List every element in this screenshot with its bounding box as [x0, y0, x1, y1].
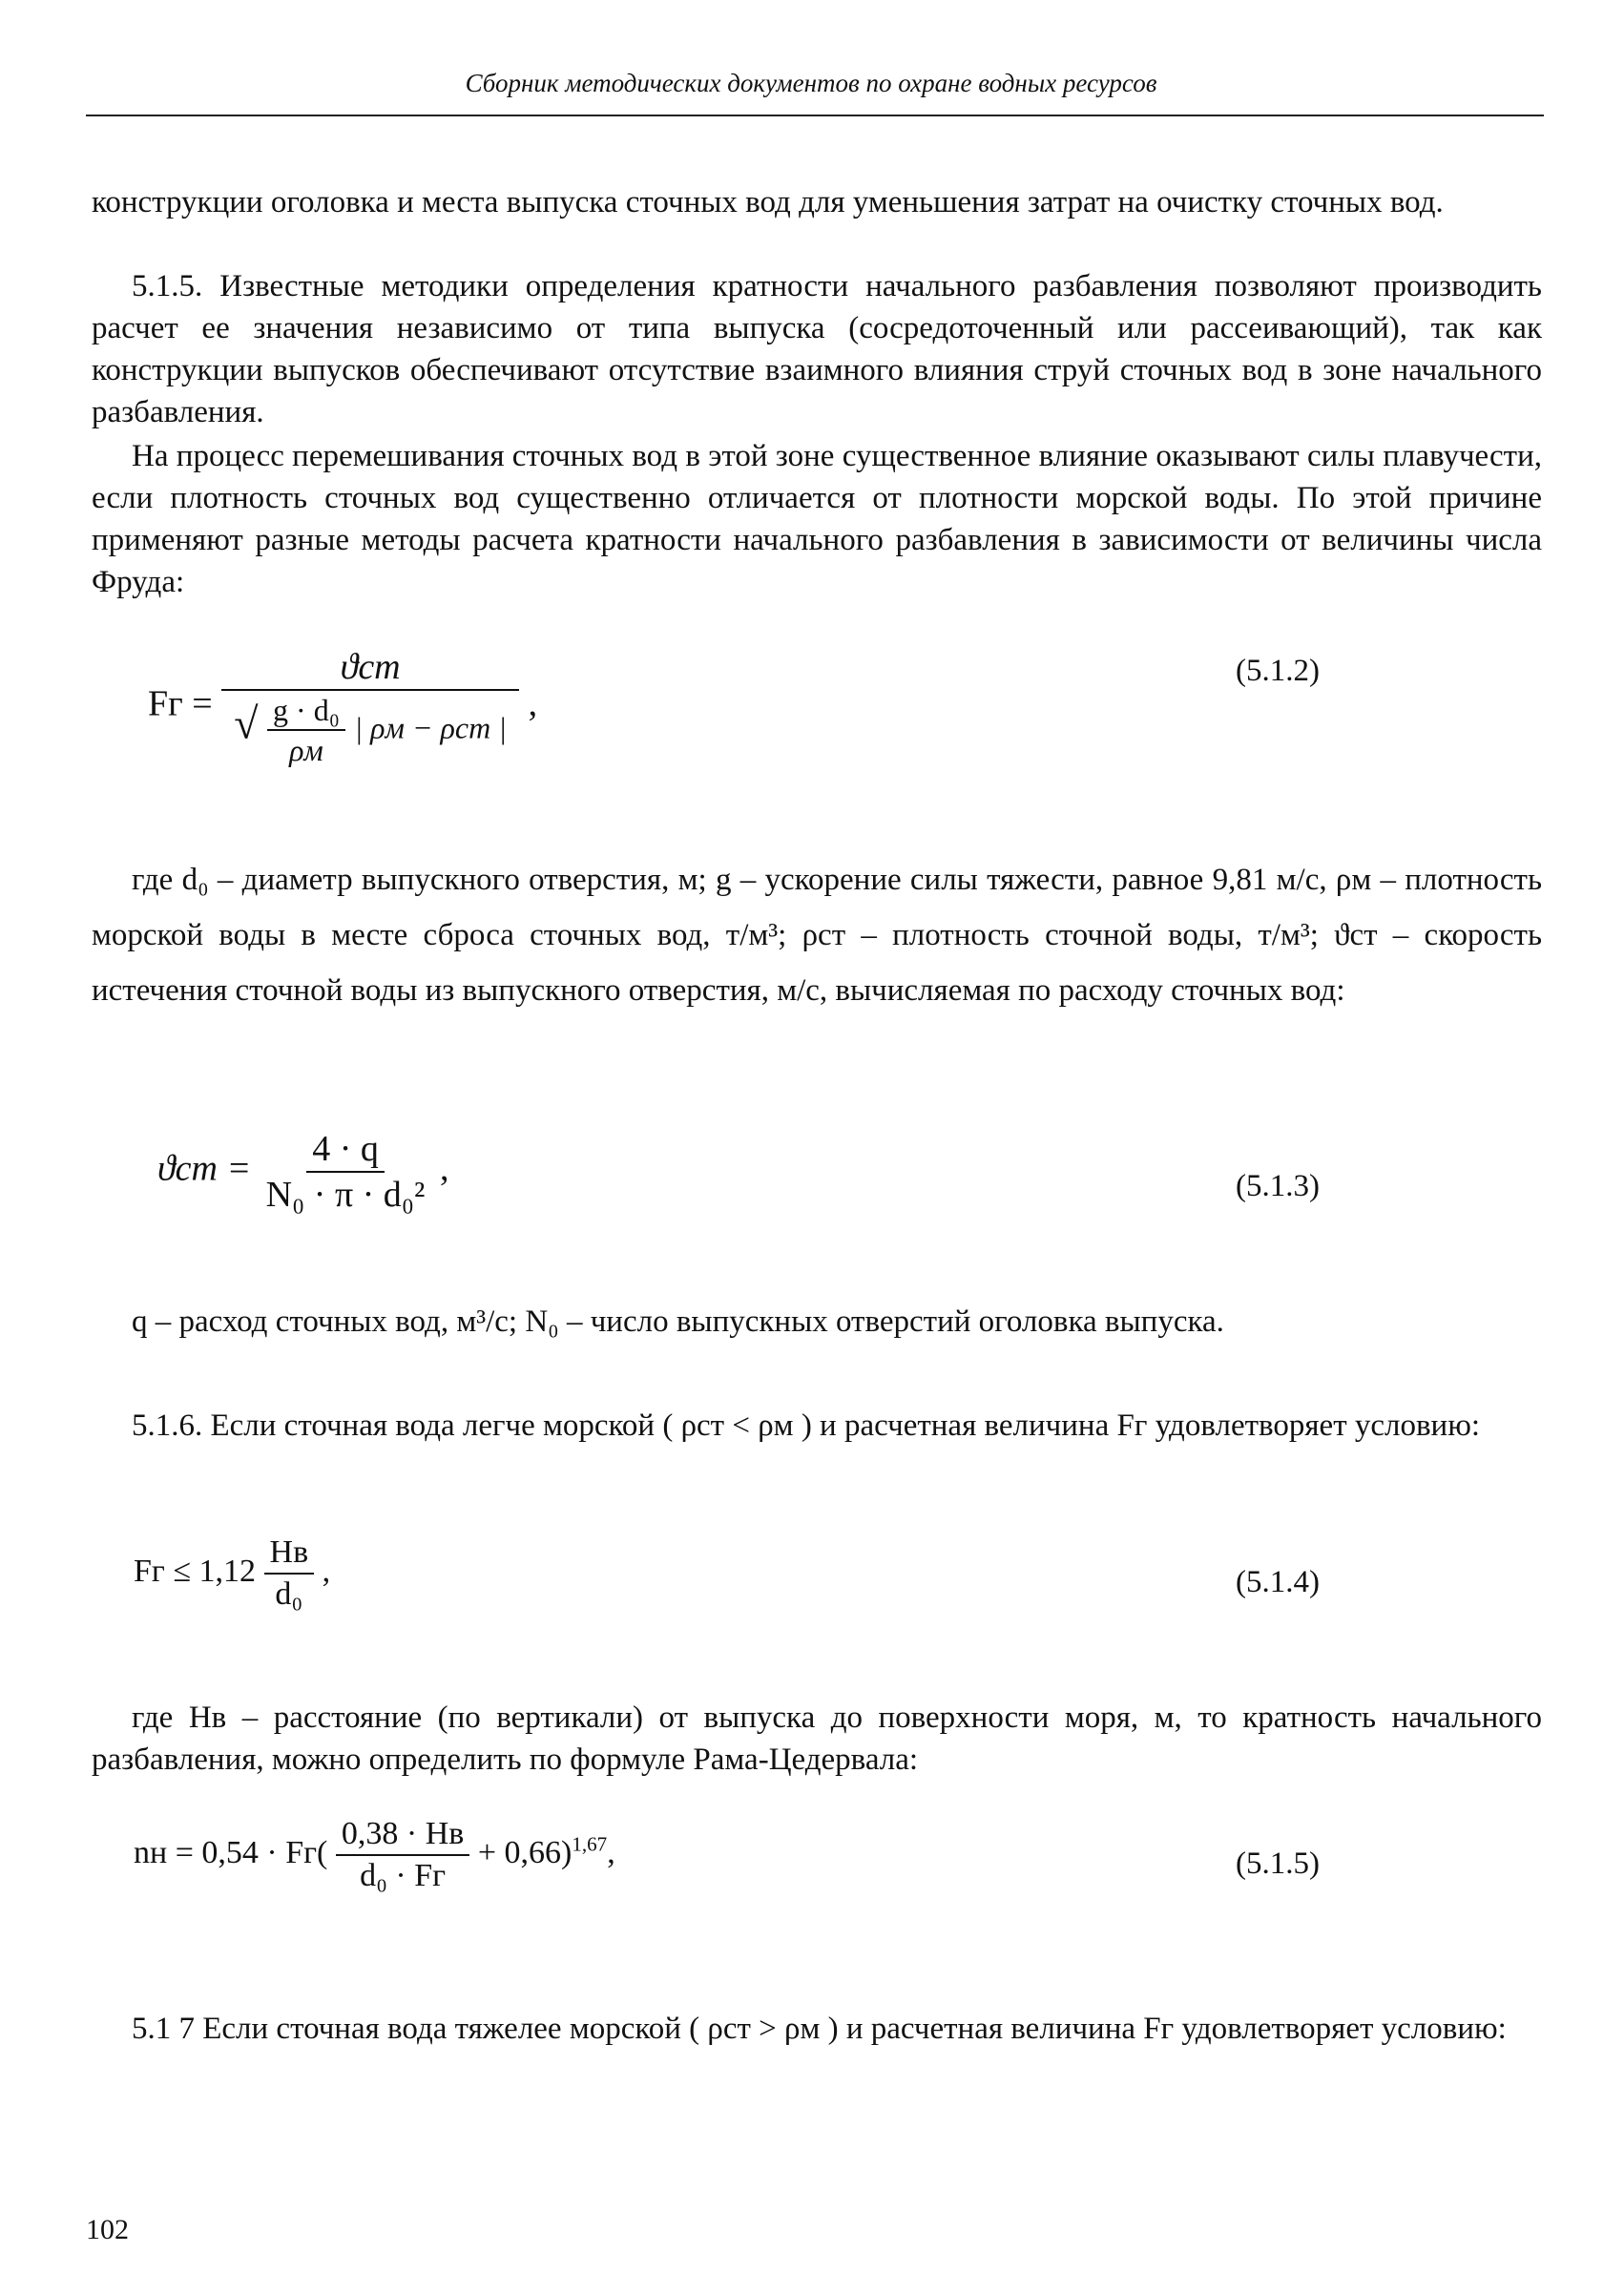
- eq514-lhs: Fг ≤ 1,12: [134, 1553, 257, 1589]
- paragraph-continuation: конструкции оголовка и места выпуска сточных вод для уменьшения затрат на очистку сточных вод.: [92, 185, 1444, 219]
- eq515-numerator: 0,38 · Hв: [336, 1818, 469, 1856]
- page-number: 102: [86, 2214, 129, 2245]
- eq512-density-difference: | ρм − ρст |: [354, 710, 507, 745]
- paragraph-distance-definition: где Hв – расстояние (по вертикали) от выпуска до поверхности моря, м, то кратность начального разбавления, можно определить по формуле Рама-Цедервала:: [92, 1700, 1542, 1777]
- eq514-numerator: Hв: [264, 1536, 315, 1575]
- paragraph-flow-definitions: q – расход сточных вод, м³/с; N₀ – число выпускных отверстий оголовка выпуска.: [132, 1304, 1224, 1339]
- equation-5-1-5: [134, 1818, 615, 1892]
- eq513-lhs: ϑст =: [157, 1148, 252, 1189]
- eq512-inner-numerator: g · d₀: [267, 695, 345, 731]
- eq513-numerator: 4 · q: [306, 1131, 385, 1173]
- eq513-denominator: N₀ · π · d₀²: [265, 1175, 426, 1215]
- paragraph-froude-intro: На процесс перемешивания сточных вод в этой зоне существенное влияние оказывают силы плавучести, если плотность сточных вод существенно отличается от плотности морской воды. По этой причине применяют разные методы расчета кратности начального разбавления в зависимости от величины числа Фруда:: [92, 439, 1542, 599]
- paragraph-5-1-5: 5.1.5. Известные методики определения кратности начального разбавления позволяют производить расчет ее значения независимо от типа выпуска (сосредоточенный или рассеивающий), так как конструкции выпусков обеспечивают отсутствие взаимного влияния струй сточных вод в зоне начального разбавления.: [92, 269, 1542, 429]
- eq512-denominator: [228, 691, 512, 765]
- equation-number-5-1-4: (5.1.4): [1236, 1565, 1320, 1599]
- equation-number-5-1-5: (5.1.5): [1236, 1846, 1320, 1881]
- running-header: Сборник методических документов по охране водных ресурсов: [465, 69, 1157, 97]
- eq515-exponent: 1,67: [572, 1832, 608, 1856]
- eq512-inner-denominator: ρм: [289, 733, 323, 767]
- eq512-comma: ,: [528, 683, 538, 724]
- eq512-inner-fraction: [267, 695, 345, 765]
- eq514-denominator: d₀: [275, 1576, 303, 1612]
- paragraph-5-1-7: 5.1 7 Если сточная вода тяжелее морской ( ρст > ρм ) и расчетная величина Fг удовлетворяет условию:: [132, 2012, 1507, 2046]
- eq514-comma: ,: [322, 1553, 331, 1589]
- paragraph-5-1-6: 5.1.6. Если сточная вода легче морской ( ρст < ρм ) и расчетная величина Fг удовлетворяет условию:: [132, 1408, 1481, 1443]
- equation-5-1-2: [148, 649, 537, 765]
- eq512-lhs: Fг =: [148, 683, 213, 724]
- equation-5-1-4: [134, 1536, 330, 1611]
- eq515-denominator: d₀ · Fг: [360, 1858, 447, 1893]
- eq512-fraction: [221, 649, 519, 765]
- eq515-fraction: [336, 1818, 469, 1892]
- eq515-comma: ,: [607, 1834, 615, 1870]
- eq515-lhs: nн = 0,54 · Fг(: [134, 1834, 328, 1870]
- eq512-numerator: ϑст: [221, 649, 519, 691]
- equation-number-5-1-3: (5.1.3): [1236, 1169, 1320, 1203]
- equation-number-5-1-2: (5.1.2): [1236, 654, 1320, 688]
- eq513-fraction: [260, 1131, 431, 1213]
- eq514-fraction: [264, 1536, 315, 1611]
- eq515-tail: + 0,66): [477, 1834, 573, 1870]
- equation-5-1-3: [157, 1131, 448, 1213]
- paragraph-definitions: где d₀ – диаметр выпускного отверстия, м; g – ускорение силы тяжести, равное 9,81 м/с, ρм – плотность морской воды в месте сброса сточных вод, т/м³; ρст – плотность сточной воды, т/м³; ϑст – скорость истечения сточной воды из выпускного отверстия, м/с, вычисляемая по расходу сточных вод:: [92, 863, 1542, 1008]
- sqrt-sign-icon: √: [234, 699, 259, 748]
- header-rule: [86, 115, 1544, 116]
- eq513-comma: ,: [439, 1148, 449, 1189]
